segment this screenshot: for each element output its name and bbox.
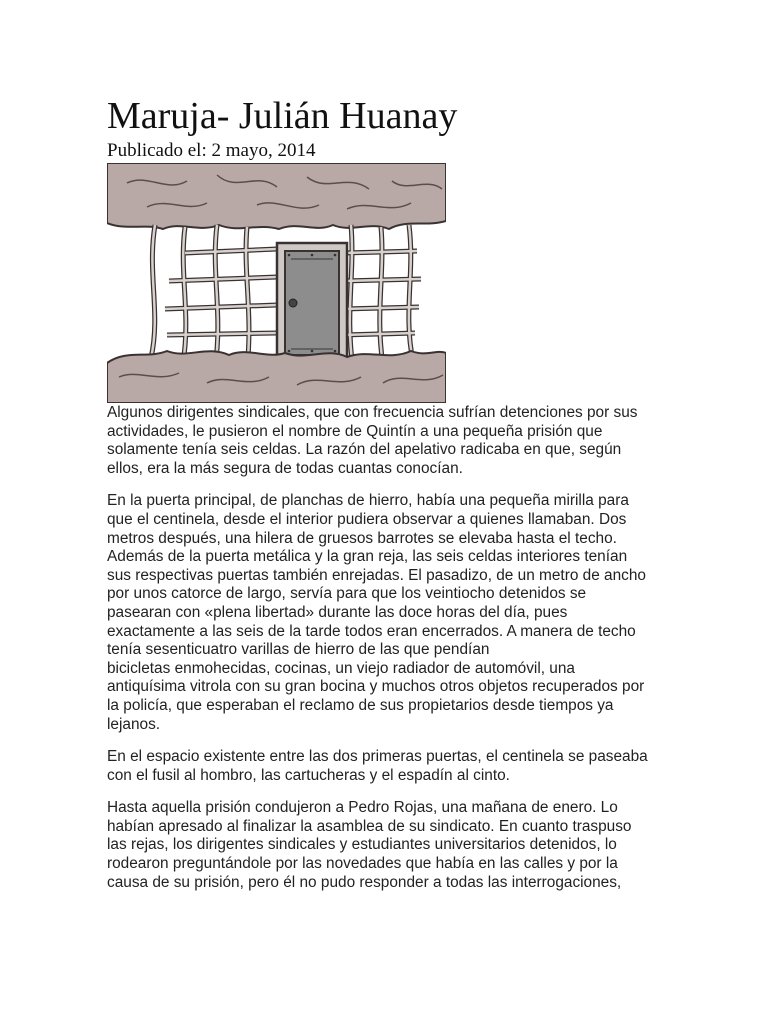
paragraph-3: En el espacio existente entre las dos primeras puertas, el centinela se paseaba con el fusil al hombro, las cartucheras y el espadín al cinto. [107, 748, 648, 784]
document-title: Maruja- Julián Huanay [107, 95, 458, 137]
article-body [107, 404, 667, 906]
prison-cell-illustration [107, 163, 446, 403]
paragraph-4: Hasta aquella prisión condujeron a Pedro Rojas, una mañana de enero. Lo habían apresado al finalizar la asamblea de su sindicato. En cuanto traspuso las rejas, los dirigentes sindicales y estudiantes universitarios detenidos, lo rodearon preguntándole por las novedades que había en las calles y por la causa de su prisión, pero él no pudo responder a todas las interrogaciones, [107, 799, 632, 891]
paragraph-1: Algunos dirigentes sindicales, que con frecuencia sufrían detenciones por sus actividades, le pusieron el nombre de Quintín a una pequeña prisión que solamente tenía seis celdas. La razón del apelativo radicaba en que, según ellos, era la más segura de todas cuantas conocían. [107, 404, 638, 477]
publication-date: Publicado el: 2 mayo, 2014 [107, 140, 316, 161]
paragraph-2: En la puerta principal, de planchas de hierro, había una pequeña mirilla para que el centinela, desde el interior pudiera observar a quienes llamaban. Dos metros después, una hilera de gruesos barrotes se elevaba hasta el techo. Además de la puerta metálica y la gran reja, las seis celdas interiores tenían sus respectivas puertas también enrejadas. El pasadizo, de un metro de ancho por unos catorce de largo, servía para que los veintiocho detenidos se pasearan con «plena libertad» durante las doce horas del día, pues exactamente a las seis de la tarde todos eran encerrados. A manera de techo tenía sesenticuatro varillas de hierro de las que pendían bicicletas enmohecidas, cocinas, un viejo radiador de automóvil, una antiquísima vitrola con su gran bocina y muchos otros objetos recuperados por la policía, que esperaban el reclamo de sus propietarios desde tiempos ya lejanos. [107, 492, 646, 733]
ceiling-rock [107, 163, 446, 229]
iron-door [277, 243, 347, 358]
